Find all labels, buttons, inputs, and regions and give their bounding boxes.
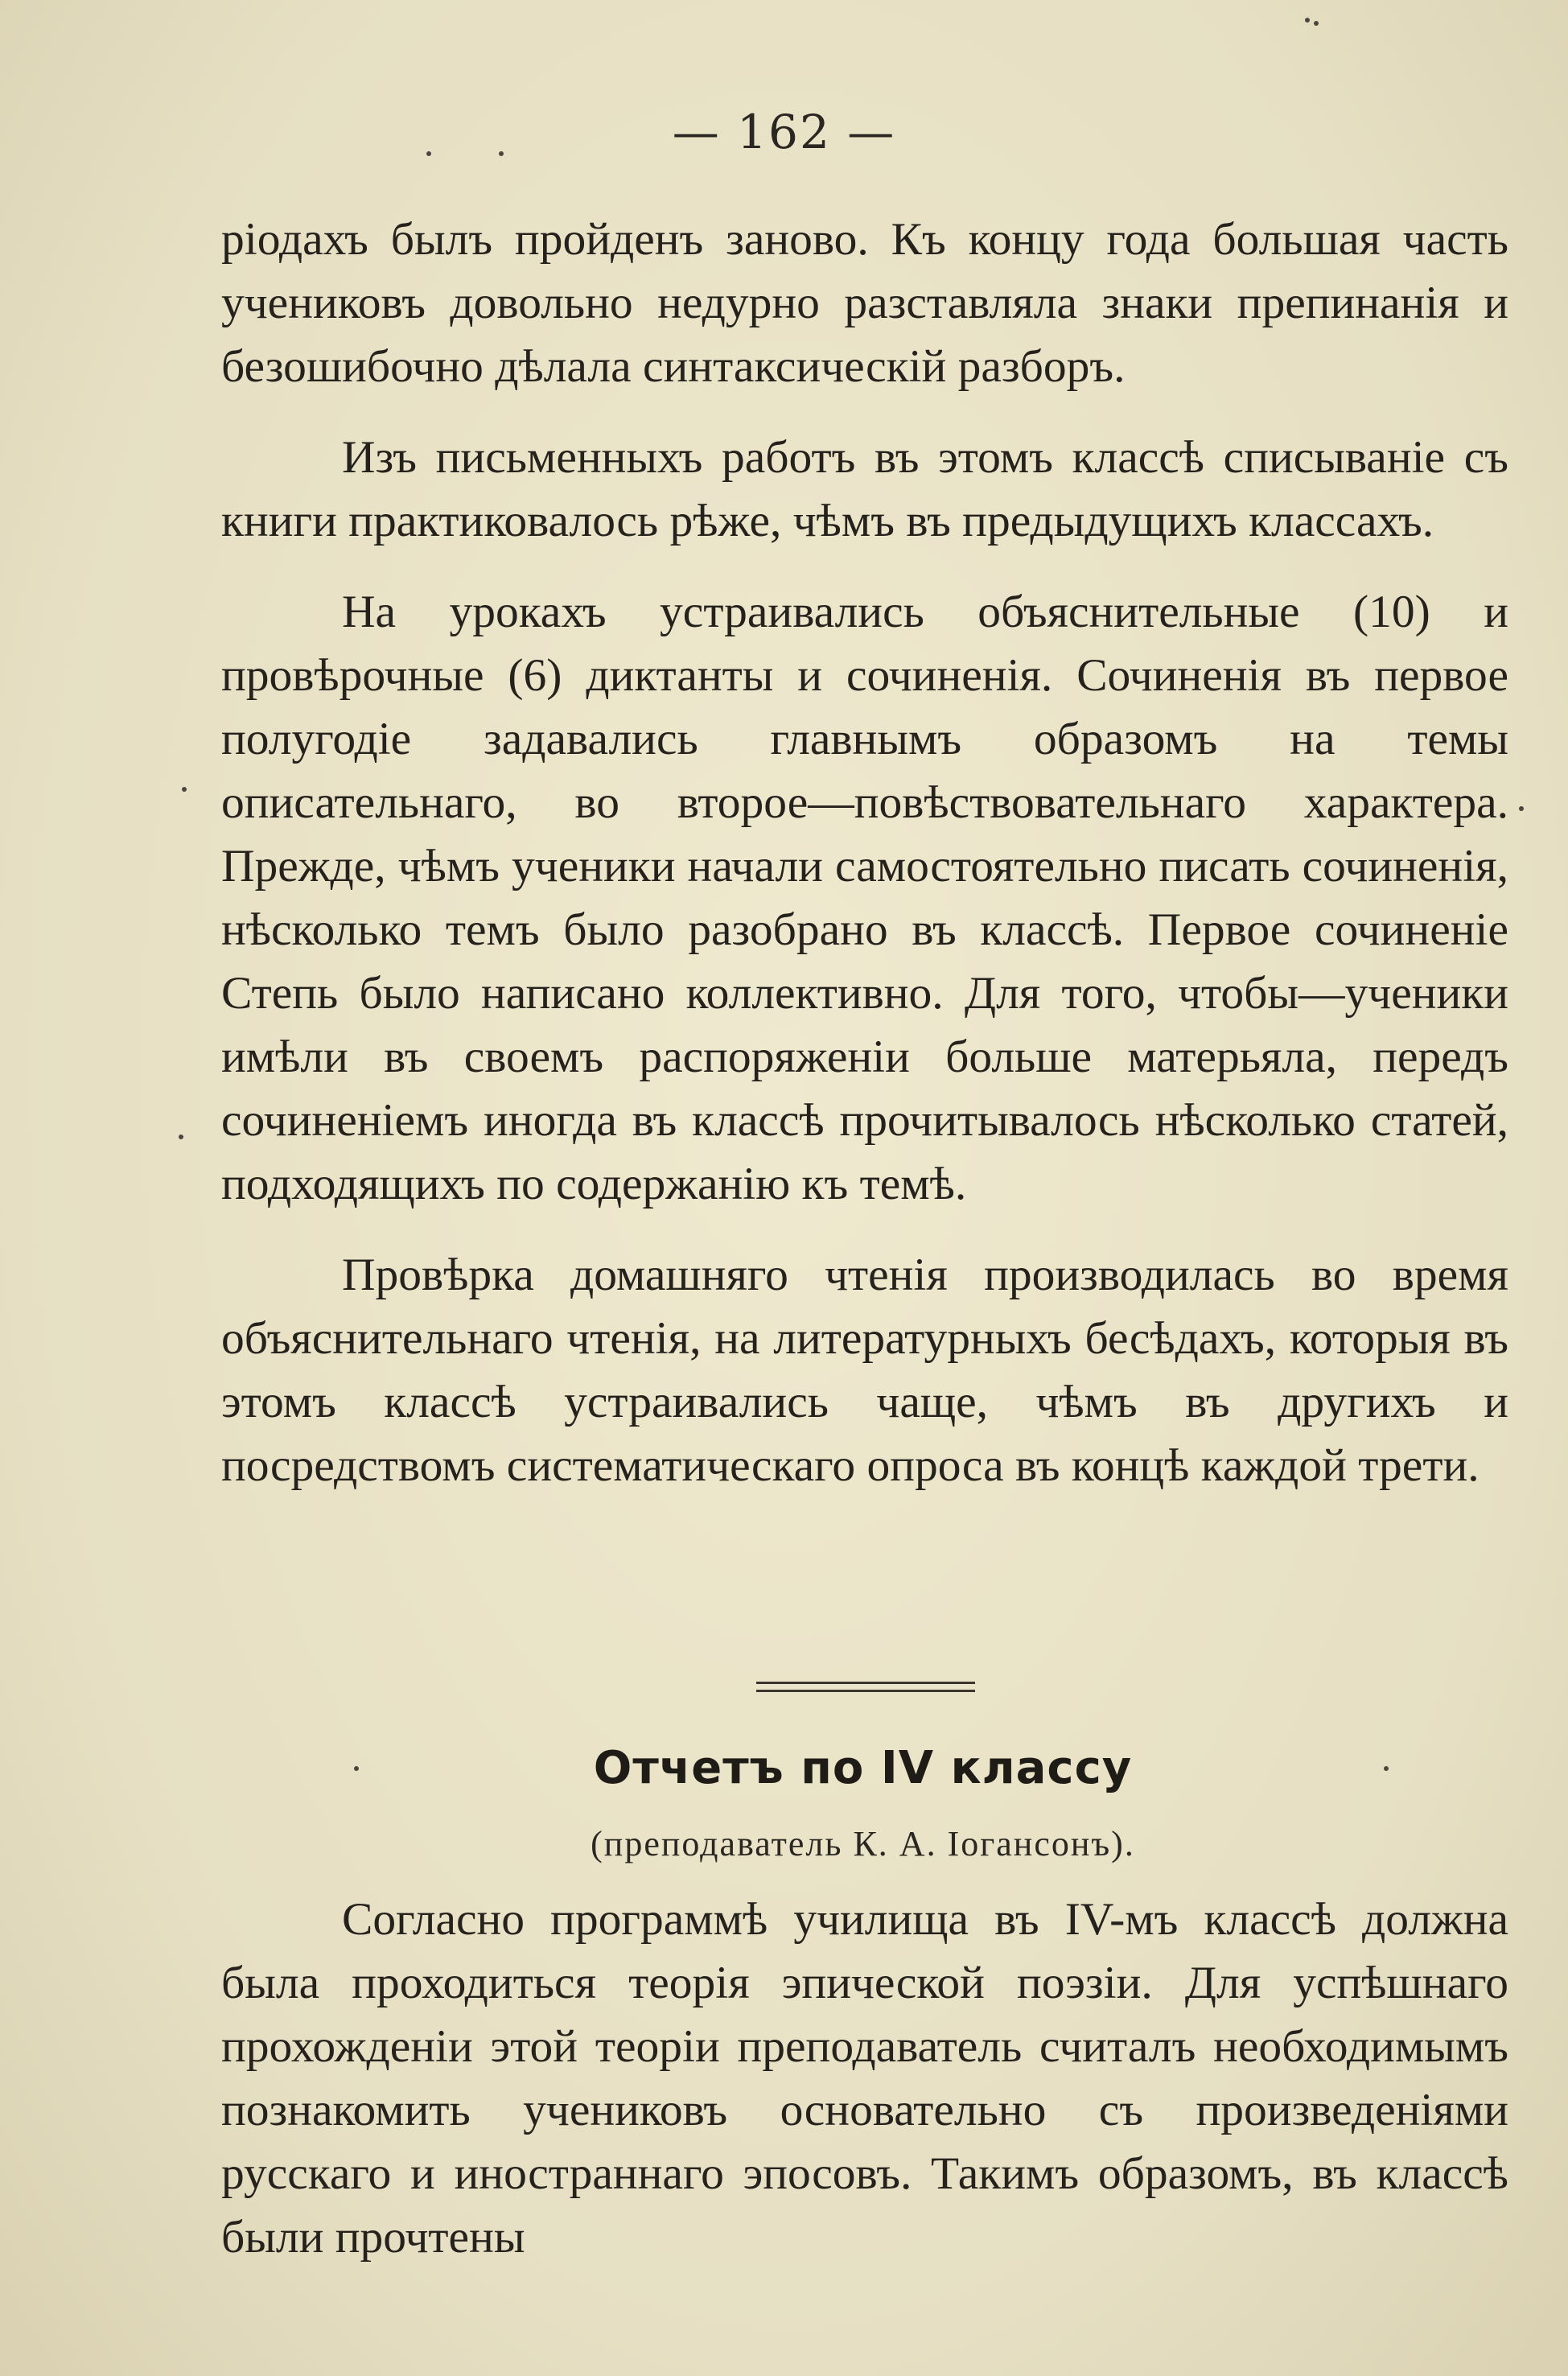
ink-speck <box>1384 1766 1389 1771</box>
ink-speck <box>1305 18 1310 23</box>
paragraph: ріодахъ былъ пройденъ заново. Къ концу года большая часть учениковъ довольно недурно разставляла знаки препинанія и безошибочно дѣлала синтаксическій разборъ. <box>221 214 1508 392</box>
section-divider <box>756 1682 975 1692</box>
paragraph: Провѣрка домашняго чтенія производилась во время объяснительнаго чтенія, на литературныхъ бесѣдахъ, которыя въ этомъ классѣ устраивались чаще, чѣмъ въ другихъ и посредствомъ систематическаго опроса въ концѣ каждой трети. <box>221 1250 1508 1491</box>
ink-speck <box>1314 21 1319 26</box>
text-block-bottom <box>221 1888 1508 2296</box>
paragraph: Согласно программѣ училища въ IV-мъ классѣ должна была проходиться теорія эпической поэзіи. Для успѣшнаго прохожденіи этой теоріи преподаватель считалъ необходимымъ познакомить учениковъ основательно съ произведеніями русскаго и иностраннаго эпосовъ. Такимъ образомъ, въ классѣ были прочтены <box>221 1894 1508 2263</box>
section-heading: Отчетъ по IV классу <box>593 1742 1133 1794</box>
ink-speck <box>426 151 431 156</box>
ink-speck <box>354 1766 359 1771</box>
paragraph: На урокахъ устраивались объяснительные (10) и провѣрочные (6) диктанты и сочиненія. Сочиненія въ первое полугодіе задавались главнымъ образомъ на темы описательнаго, во второе—повѣствовательнаго характера. Прежде, чѣмъ ученики начали самостоятельно писать сочиненія, нѣсколько темъ было разобрано въ классѣ. Первое сочиненіе Степь было написано коллективно. Для того, чтобы—ученики имѣли въ своемъ распоряженіи больше матерьяла, передъ сочиненіемъ иногда въ классѣ прочитывалось нѣсколько статей, подходящихъ по содержанію къ темѣ. <box>221 587 1508 1209</box>
page-number: — 162 — <box>672 105 896 159</box>
paragraph: Изъ письменныхъ работъ въ этомъ классѣ списываніе съ книги практиковалось рѣже, чѣмъ въ предыдущихъ классахъ. <box>221 432 1508 546</box>
section-subheading: (преподаватель К. А. Іогансонъ). <box>591 1824 1135 1863</box>
ink-speck <box>179 1134 183 1139</box>
ink-speck <box>182 787 187 792</box>
text-block-top <box>221 208 1508 1525</box>
ink-speck <box>1519 806 1524 811</box>
ink-speck <box>499 151 504 156</box>
